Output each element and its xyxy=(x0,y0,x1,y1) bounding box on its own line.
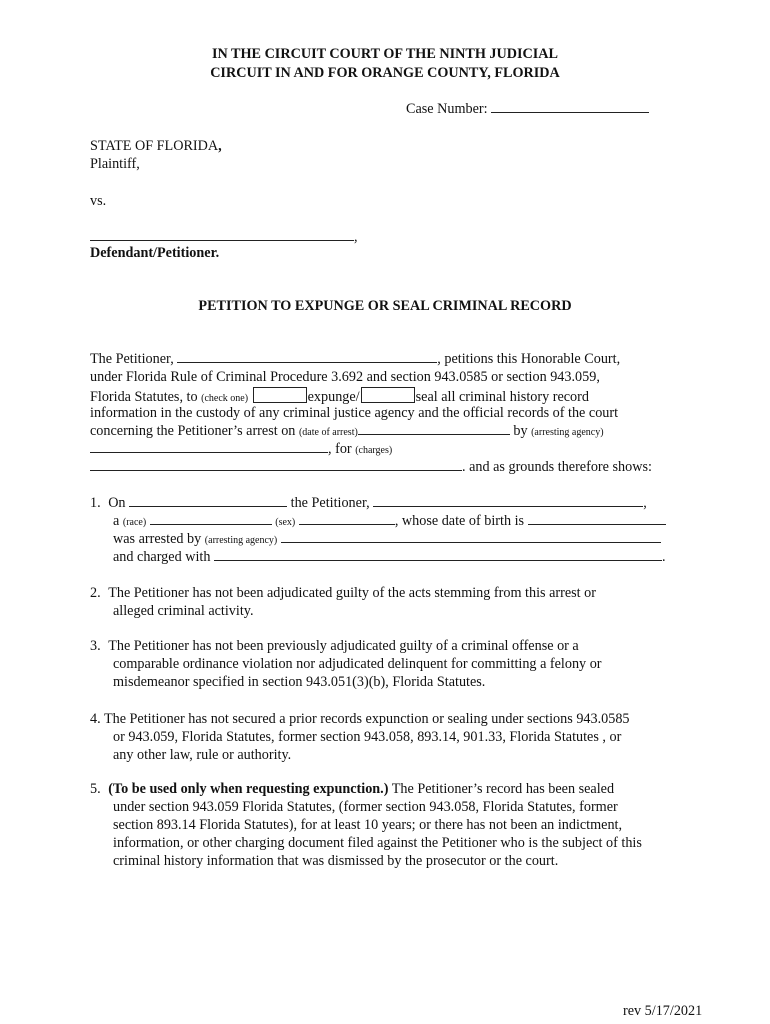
intro-line2: under Florida Rule of Criminal Procedure 3.692 and section 943.0585 or section 943.059, xyxy=(90,369,600,385)
item3-line1 xyxy=(90,638,579,655)
item4-text-1: The Petitioner has not secured a prior records expunction or sealing under sections 943.0585 xyxy=(103,711,630,727)
item4-number: 4. xyxy=(90,711,101,727)
item2-text-1: The Petitioner has not been adjudicated guilty of the acts stemming from this arrest or xyxy=(108,585,596,601)
item1-line4 xyxy=(113,549,666,566)
case-number-row xyxy=(406,101,649,118)
date-of-arrest-hint: (date of arrest) xyxy=(298,427,358,438)
item5-line4: information, or other charging document filed against the Petitioner who is the subject of this xyxy=(113,835,642,851)
check-one-hint: (check one) xyxy=(201,393,249,404)
intro-petitioner-label: The Petitioner, xyxy=(90,351,174,367)
item1-on-text: On xyxy=(108,495,126,511)
item5-line3: section 893.14 Florida Statutes), for at least 10 years; or there has not been an indictment, xyxy=(113,817,623,833)
item1-comma: , xyxy=(643,495,647,511)
item5-line1 xyxy=(90,781,614,798)
plaintiff-name xyxy=(90,138,222,155)
item3-text-1: The Petitioner has not been previously adjudicated guilty of a criminal offense or a xyxy=(108,638,579,654)
case-number-field[interactable] xyxy=(491,101,649,113)
arrested-by-text: was arrested by xyxy=(113,531,202,547)
defendant-comma: , xyxy=(354,229,358,245)
item4-line2: or 943.059, Florida Statutes, former section 943.058, 893.14, 901.33, Florida Statutes , or xyxy=(113,729,622,745)
item5-line2: under section 943.059 Florida Statutes, (former section 943.058, Florida Statutes, former xyxy=(113,799,618,815)
intro-line7 xyxy=(90,459,652,476)
intro-line5 xyxy=(90,423,604,440)
by-text: by xyxy=(513,423,528,439)
plaintiff-label: Plaintiff, xyxy=(90,156,140,172)
item1-date-field[interactable] xyxy=(129,495,287,507)
item2-line1 xyxy=(90,585,596,602)
court-heading-line2: CIRCUIT IN AND FOR ORANGE COUNTY, FLORIDA xyxy=(210,65,560,81)
charges-field[interactable] xyxy=(90,459,462,471)
arrest-text: concerning the Petitioner’s arrest on xyxy=(90,423,296,439)
defendant-label: Defendant/Petitioner. xyxy=(90,245,220,261)
arresting-agency-hint: (arresting agency) xyxy=(531,427,604,438)
intro-line4: information in the custody of any criminal justice agency and the official records of the court xyxy=(90,405,619,421)
case-number-label: Case Number: xyxy=(406,101,488,117)
state-comma: , xyxy=(218,138,222,154)
revision-date: rev 5/17/2021 xyxy=(623,1003,703,1019)
court-heading-line1: IN THE CIRCUIT COURT OF THE NINTH JUDICIAL xyxy=(212,46,558,62)
item5-number: 5. xyxy=(90,781,101,797)
defendant-row xyxy=(90,229,358,246)
intro-line3 xyxy=(90,387,589,406)
intro-line1 xyxy=(90,351,620,368)
item1-period: . xyxy=(662,549,666,565)
date-of-arrest-field[interactable] xyxy=(358,423,510,435)
sex-hint: (sex) xyxy=(275,517,296,528)
seal-label: seal all criminal history record xyxy=(415,389,589,405)
item1-petitioner-name-field[interactable] xyxy=(373,495,643,507)
petitioner-name-field[interactable] xyxy=(177,351,437,363)
item5-line5: criminal history information that was dismissed by the prosecutor or the court. xyxy=(113,853,559,869)
charges-hint: (charges) xyxy=(355,445,393,456)
item1-line2 xyxy=(113,513,666,530)
state-text: STATE OF FLORIDA xyxy=(90,138,219,154)
item1-charges-field[interactable] xyxy=(214,549,662,561)
item2-line2: alleged criminal activity. xyxy=(113,603,254,619)
item1-line3 xyxy=(113,531,661,548)
intro-statutes-text: Florida Statutes, to xyxy=(90,389,198,405)
item5-bold-text: (To be used only when requesting expunction.) xyxy=(108,781,389,797)
expunge-checkbox[interactable] xyxy=(253,387,307,403)
item3-number: 3. xyxy=(90,638,101,654)
item1-a-text: a xyxy=(113,513,120,529)
item4-line3: any other law, rule or authority. xyxy=(113,747,292,763)
intro-line6 xyxy=(90,441,392,458)
seal-checkbox[interactable] xyxy=(361,387,415,403)
item1-line1 xyxy=(90,495,647,512)
item1-petitioner-text: the Petitioner, xyxy=(290,495,370,511)
item4-line1 xyxy=(90,711,630,728)
for-text: , for xyxy=(328,441,352,457)
race-field[interactable] xyxy=(150,513,272,525)
dob-text: , whose date of birth is xyxy=(394,513,525,529)
dob-field[interactable] xyxy=(528,513,666,525)
item2-number: 2. xyxy=(90,585,101,601)
defendant-name-field[interactable] xyxy=(90,229,354,241)
intro-petitions-text: , petitions this Honorable Court, xyxy=(437,351,621,367)
item1-agency-field[interactable] xyxy=(281,531,661,543)
expunge-label: expunge/ xyxy=(307,389,360,405)
item3-line2: comparable ordinance violation nor adjudicated delinquent for committing a felony or xyxy=(113,656,602,672)
arresting-agency-field[interactable] xyxy=(90,441,328,453)
item1-agency-hint: (arresting agency) xyxy=(204,535,278,546)
petition-title: PETITION TO EXPUNGE OR SEAL CRIMINAL RECORD xyxy=(198,298,572,314)
item1-number: 1. xyxy=(90,495,101,511)
grounds-text: . and as grounds therefore shows: xyxy=(462,459,652,475)
race-hint: (race) xyxy=(122,517,147,528)
item3-line3: misdemeanor specified in section 943.051(3)(b), Florida Statutes. xyxy=(113,674,486,690)
charged-with-text: and charged with xyxy=(113,549,211,565)
sex-field[interactable] xyxy=(299,513,395,525)
versus-label: vs. xyxy=(90,193,107,209)
item5-text-1: The Petitioner’s record has been sealed xyxy=(388,781,615,797)
